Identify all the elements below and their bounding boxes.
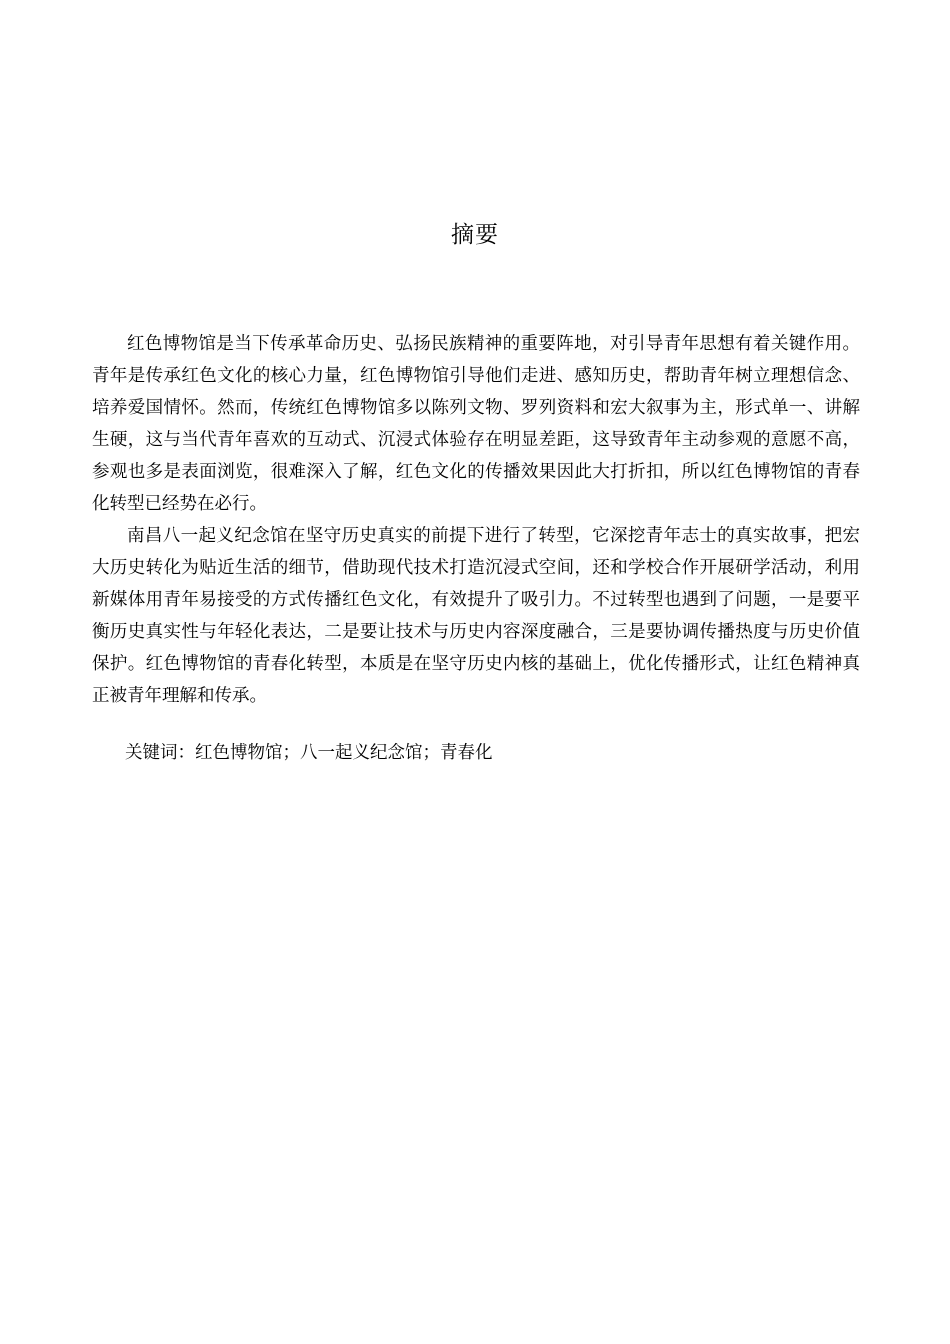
abstract-title: 摘要 — [451, 222, 499, 248]
keywords-label: 关键词： — [125, 743, 195, 763]
abstract-body — [92, 328, 860, 712]
abstract-paragraph-1: 红色博物馆是当下传承革命历史、弘扬民族精神的重要阵地，对引导青年思想有着关键作用。青年是传承红色文化的核心力量，红色博物馆引导他们走进、感知历史，帮助青年树立理想信念、培养爱国情怀。然而，传统红色博物馆多以陈列文物、罗列资料和宏大叙事为主，形式单一、讲解生硬，这与当代青年喜欢的互动式、沉浸式体验存在明显差距，这导致青年主动参观的意愿不高，参观也多是表面浏览，很难深入了解，红色文化的传播效果因此大打折扣，所以红色博物馆的青春化转型已经势在必行。 — [92, 334, 860, 514]
keywords-line — [125, 738, 860, 768]
keywords-value: 红色博物馆；八一起义纪念馆；青春化 — [195, 743, 493, 763]
abstract-paragraph-2: 南昌八一起义纪念馆在坚守历史真实的前提下进行了转型，它深挖青年志士的真实故事，把宏大历史转化为贴近生活的细节，借助现代技术打造沉浸式空间，还和学校合作开展研学活动，利用新媒体用青年易接受的方式传播红色文化，有效提升了吸引力。不过转型也遇到了问题，一是要平衡历史真实性与年轻化表达，二是要让技术与历史内容深度融合，三是要协调传播热度与历史价值保护。红色博物馆的青春化转型，本质是在坚守历史内核的基础上，优化传播形式，让红色精神真正被青年理解和传承。 — [92, 526, 860, 706]
